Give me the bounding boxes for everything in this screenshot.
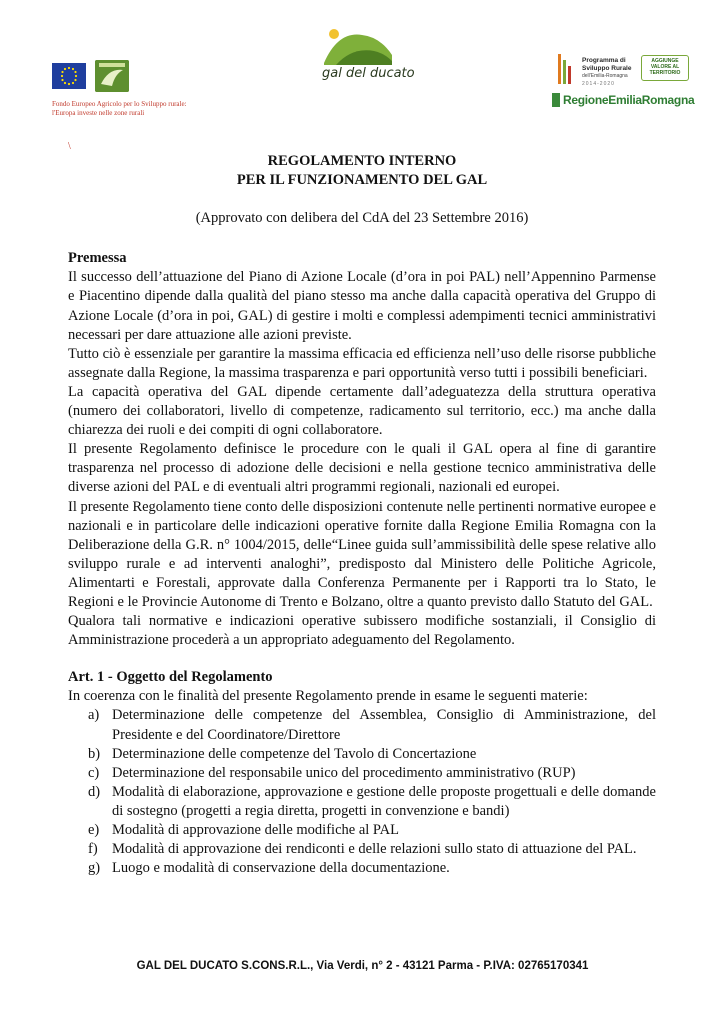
- list-item-text: Determinazione delle competenze del Assemblea, Consiglio di Amministrazione, del Presidente e del Coordinatore/Direttore: [112, 707, 656, 743]
- aggiunge-valore-badge: AGGIUNGE VALORE AL TERRITORIO: [641, 55, 689, 81]
- list-item: [68, 783, 656, 821]
- page-footer: GAL DEL DUCATO S.CONS.R.L., Via Verdi, n° 2 - 43121 Parma - P.IVA: 02765170341: [136, 960, 589, 972]
- list-marker: c): [88, 764, 100, 781]
- leader-logo: [95, 60, 129, 92]
- premessa-paragraph: Il successo dell’attuazione del Piano di Azione Locale (d’ora in poi PAL) nell’Appennino Parmense e Piacentino dipende dalla qualità del piano stesso ma anche dalla capacità operativa del Gruppo di Azione Locale (d’ora in poi, GAL) di gestire i molti e complessi adempimenti tecnici amministrativi necessari per dare attuazione alle azioni previste.: [68, 269, 656, 343]
- fund-caption-line1: Fondo Europeo Agricolo per lo Sviluppo rurale:: [52, 100, 187, 108]
- regione-emilia-romagna-logo: RegioneEmiliaRomagna: [563, 93, 695, 107]
- list-item-text: Luogo e modalità di conservazione della documentazione.: [112, 860, 450, 877]
- premessa-paragraph: Tutto ciò è essenziale per garantire la massima efficacia ed efficienza nell’uso delle risorse pubbliche assegnate dalla Regione, la massima trasparenza e pari opportunità verso tutti i possibili beneficiari.: [68, 345, 656, 381]
- list-item: [68, 764, 656, 783]
- list-marker: d): [88, 783, 101, 800]
- list-item: [68, 706, 656, 744]
- psr-years: 2014-2020: [582, 81, 615, 87]
- premessa-heading: Premessa: [68, 250, 127, 267]
- region-mark-icon: [552, 93, 560, 107]
- fund-caption-line2: l'Europa investe nelle zone rurali: [52, 109, 145, 117]
- premessa-paragraph: La capacità operativa del GAL dipende certamente dall’adeguatezza della struttura operativa (numero dei collaboratori, livello di competenze, radicamento sul territorio, ecc.) ma anche dalla chiarezza dei ruoli e dei compiti di ogni collaboratore.: [68, 383, 656, 439]
- list-marker: f): [88, 841, 98, 858]
- document-body: [68, 152, 656, 878]
- gal-del-ducato-logo: [318, 25, 398, 95]
- article-1-list: [68, 706, 656, 878]
- list-item-text: Modalità di approvazione delle modifiche al PAL: [112, 822, 399, 838]
- list-item: [68, 821, 656, 840]
- eu-flag-logo: [52, 63, 86, 89]
- list-marker: e): [88, 822, 100, 838]
- list-item: [68, 745, 656, 764]
- document-title-line1: REGOLAMENTO INTERNO: [267, 153, 457, 169]
- list-marker: g): [88, 860, 101, 877]
- psr-title-line1: Programma di: [582, 57, 626, 64]
- stray-mark: \: [68, 141, 71, 152]
- gal-logo-text: gal del ducato: [322, 66, 415, 81]
- list-marker: a): [88, 707, 100, 724]
- article-1-intro: In coerenza con le finalità del presente Regolamento prende in esame le seguenti materie:: [68, 688, 588, 705]
- list-item: [68, 840, 656, 859]
- list-marker: b): [88, 745, 101, 762]
- premessa-paragraph: Il presente Regolamento tiene conto delle disposizioni contenute nelle pertinenti normative europee e nazionali e in particolare delle indicazioni operative fornite dalla Regione Emilia Romagna con la Deliberazione della G.R. n° 1004/2015, delle“Linee guida sull’ammissibilità delle spese relative allo sviluppo rurale e ad interventi analoghi”, predisposto dal Ministero delle Politiche Agricole, Alimentarti e Forestali, approvate dalla Conferenza Permanente per i Rapporti tra lo Stato, le Regioni e le Provincie Autonome di Trento e Bolzano, oltre a quanto previsto dallo Statuto del GAL.: [68, 498, 656, 610]
- list-item-text: Determinazione delle competenze del Tavolo di Concertazione: [112, 745, 477, 762]
- list-item-text: Modalità di elaborazione, approvazione e gestione delle proposte progettuali e delle domande di sostegno (progetti a regia diretta, progetti in convenzione e bandi): [112, 783, 656, 819]
- approval-note: (Approvato con delibera del CdA del 23 Settembre 2016): [195, 210, 529, 227]
- list-item-text: Determinazione del responsabile unico del procedimento amministrativo (RUP): [112, 764, 576, 781]
- psr-title-line2: Sviluppo Rurale: [582, 64, 632, 72]
- page-header: [0, 0, 725, 140]
- psr-subtitle: dell'Emilia-Romagna: [582, 73, 628, 79]
- premessa-paragraph: Il presente Regolamento definisce le procedure con le quali il GAL opera al fine di garantire trasparenza nel processo di adozione delle decisioni e nella gestione tecnico amministrativa delle diverse azioni del PAL e di eventuali altri programmi regionali, nazionali ed europei.: [68, 441, 656, 496]
- fund-caption: [52, 100, 187, 118]
- premessa-paragraph: Qualora tali normative e indicazioni operative subissero modifiche sostanziali, il Consiglio di Amministrazione procederà a un appropriato adeguamento del Regolamento.: [68, 613, 656, 649]
- list-item: [68, 859, 656, 878]
- article-1-heading: Art. 1 - Oggetto del Regolamento: [68, 669, 273, 686]
- psr-title: [582, 57, 631, 72]
- list-item-text: Modalità di approvazione dei rendiconti e delle relazioni sullo stato di attuazione del PAL.: [112, 841, 637, 858]
- document-title-line2: PER IL FUNZIONAMENTO DEL GAL: [236, 172, 488, 189]
